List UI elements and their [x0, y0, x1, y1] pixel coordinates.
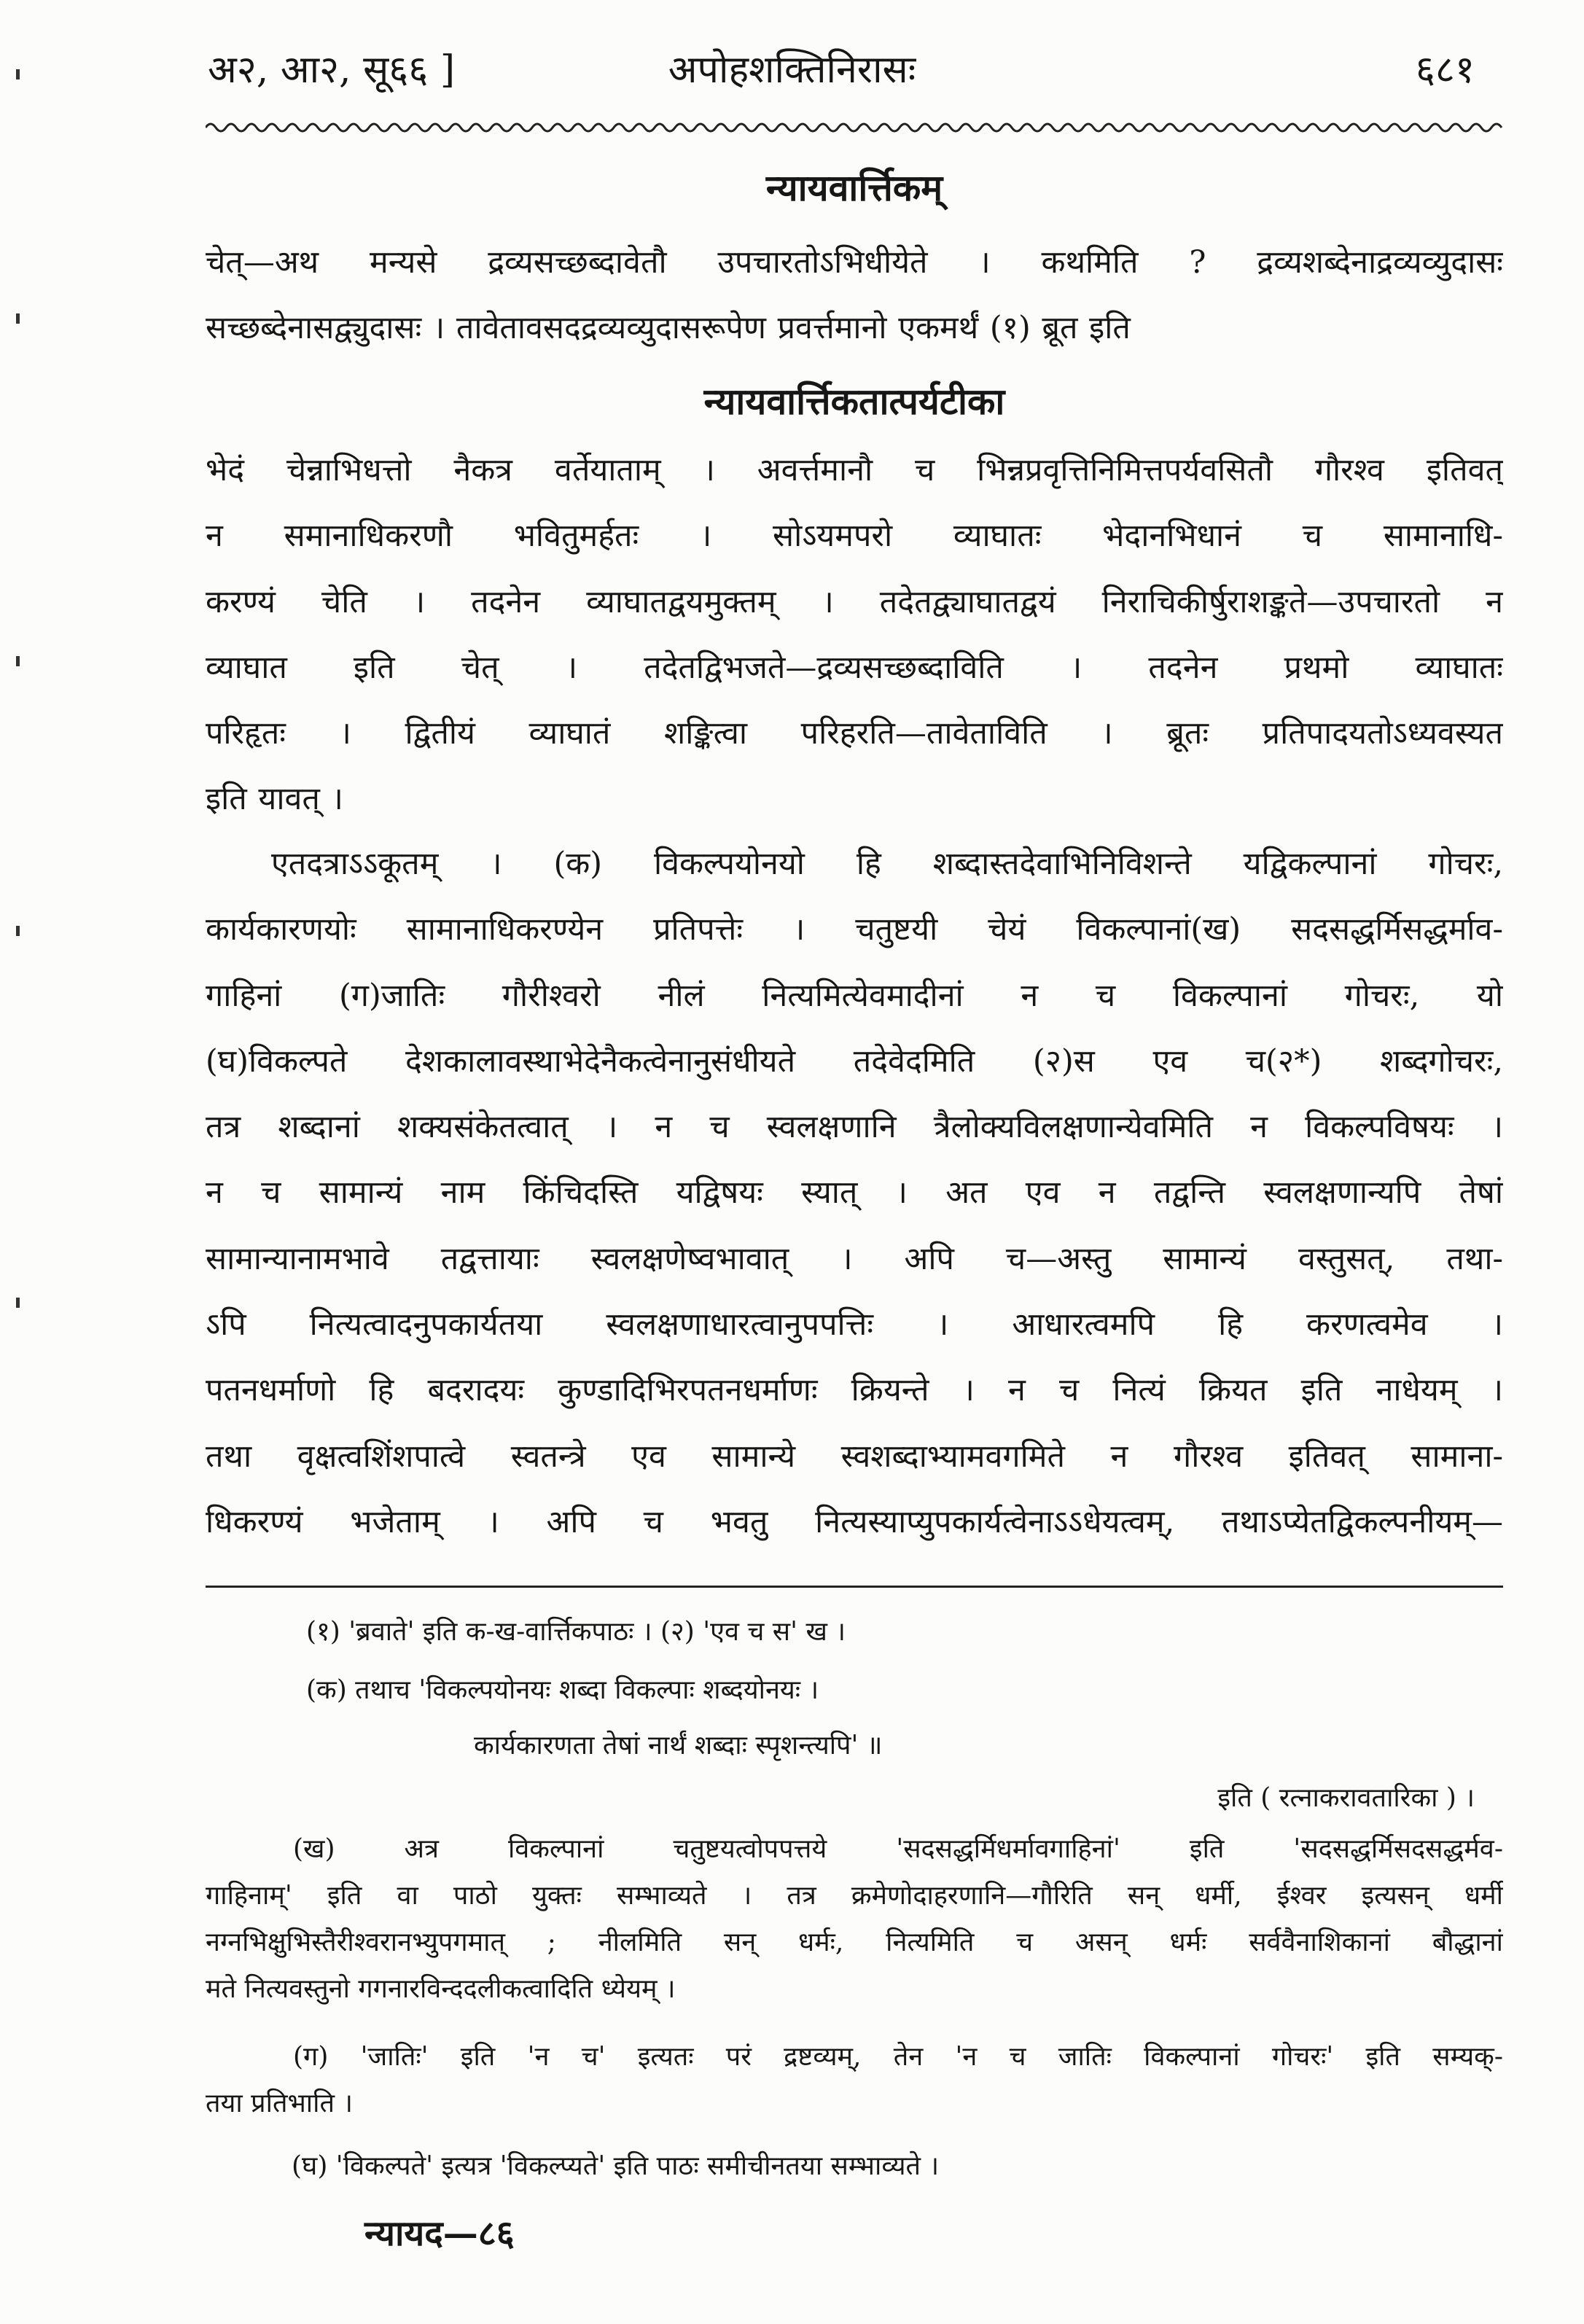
- text-line: तत्र शब्दानां शक्यसंकेतत्वात् । न च स्वलक्षणानि त्रैलोक्यविलक्षणान्येवमिति न विकल्पविषयः ।: [206, 1109, 1503, 1146]
- footnote-rule: [206, 1586, 1503, 1588]
- text-line: पतनधर्माणो हि बदरादयः कुण्डादिभिरपतनधर्माणः क्रियन्ते । न च नित्यं क्रियत इति नाधेयम् ।: [206, 1372, 1503, 1409]
- margin-mark: [16, 926, 20, 936]
- text-line: चेत्—अथ मन्यसे द्रव्यसच्छब्दावेतौ उपचारतोऽभिधीयेते । कथमिति ? द्रव्यशब्देनाद्रव्यव्युदासः: [206, 244, 1503, 281]
- text-line: (घ)विकल्पते देशकालावस्थाभेदेनैकत्वेनानुसंधीयते तदेवेदमिति (२)स एव च(२*) शब्दगोचरः,: [206, 1042, 1503, 1080]
- text-line: न समानाधिकरणौ भवितुमर्हतः । सोऽयमपरो व्याघातः भेदानभिधानं च सामानाधि-: [206, 518, 1503, 555]
- text-line: सच्छब्देनासद्व्युदासः । तावेतावसदद्रव्यव्युदासरूपेण प्रवर्त्तमानो एकमर्थं (१) ब्रूत इति: [206, 310, 1131, 347]
- footnote-line: नग्नभिक्षुभिस्तैरीश्वरानभ्युपगमात् ; नीलमिति सन् धर्मः, नित्यमिति च असन् धर्मः सर्ववैनाशिकानां बौद्धानां: [206, 1927, 1503, 1957]
- footnote-ka-line2: कार्यकारणता तेषां नार्थं शब्दाः स्पृशन्त्यपि' ॥: [474, 1731, 883, 1760]
- footnote-line: तया प्रतिभाति ।: [206, 2089, 354, 2118]
- text-line: भेदं चेन्नाभिधत्तो नैकत्र वर्तेयाताम् । अवर्त्तमानौ च भिन्नप्रवृत्तिनिमित्तपर्यवसितौ गौरश्व इतिवत्: [206, 452, 1503, 488]
- text-line: कार्यकारणयोः सामानाधिकरण्येन प्रतिपत्तेः । चतुष्टयी चेयं विकल्पानां(ख) सदसद्धर्मिसद्धर्माव-: [206, 911, 1503, 948]
- signature-mark: न्यायद—८६: [364, 2213, 515, 2254]
- margin-mark: [16, 656, 20, 666]
- text-line: धिकरण्यं भजेताम् । अपि च भवतु नित्यस्याप्युपकार्यत्वेनाऽऽधेयत्वम्, तथाऽप्येतद्विकल्पनीयम्—: [206, 1503, 1503, 1540]
- text-line: एतदत्राऽऽकूतम् । (क) विकल्पयोनयो हि शब्दास्तदेवाभिनिविशन्ते यद्विकल्पानां गोचरः,: [271, 846, 1503, 882]
- running-head: [0, 42, 1584, 108]
- footnote-line: गाहिनाम्' इति वा पाठो युक्तः सम्भाव्यते । तत्र क्रमेणोदाहरणानि—गौरिति सन् धर्मी, ईश्वर इत्यसन् धर्मी: [206, 1881, 1503, 1911]
- text-line: सामान्यानामभावे तद्वत्तायाः स्वलक्षणेष्वभावात् । अपि च—अस्तु सामान्यं वस्तुसत्, तथा-: [206, 1240, 1503, 1277]
- footnote-1: (१) 'ब्रवाते' इति क-ख-वार्त्तिकपाठः । (२) 'एव च स' ख ।: [306, 1617, 846, 1647]
- vartika-text: [206, 230, 1503, 362]
- footnote-ka-source: इति ( रत्नाकरावतारिका ) ।: [1217, 1783, 1475, 1813]
- margin-mark: [16, 1298, 20, 1308]
- section-heading-tika: न्यायवार्त्तिकतात्पर्यटीका: [703, 380, 1005, 423]
- margin-mark: [16, 69, 20, 79]
- footnote-kha: [206, 1826, 1503, 2013]
- commentary-text: [206, 831, 1503, 1555]
- sutra-reference: अ२, आ२, सू६६ ]: [208, 48, 456, 92]
- footnote-gha: (घ) 'विकल्पते' इत्यत्र 'विकल्प्यते' इति पाठः समीचीनतया सम्भाव्यते ।: [292, 2151, 940, 2181]
- text-line: परिहृतः । द्वितीयं व्याघातं शङ्कित्वा परिहरति—तावेताविति । ब्रूतः प्रतिपादयतोऽध्यवस्यत: [206, 715, 1503, 752]
- section-heading-vartika: न्यायवार्त्तिकम्: [765, 166, 943, 209]
- text-line: इति यावत् ।: [206, 781, 343, 818]
- footnote-line: (ग) 'जातिः' इति 'न च' इत्यतः परं द्रष्टव्यम्, तेन 'न च जातिः विकल्पानां गोचरः' इति सम्यक्-: [293, 2042, 1503, 2072]
- footnote-ka-line1: (क) तथाच 'विकल्पयोनयः शब्दा विकल्पाः शब्दयोनयः ।: [306, 1675, 819, 1705]
- text-line: ऽपि नित्यत्वादनुपकार्यतया स्वलक्षणाधारत्वानुपपत्तिः । आधारत्वमपि हि करणत्वमेव ।: [206, 1306, 1503, 1344]
- footnote-line: (ख) अत्र विकल्पानां चतुष्टयत्वोपपत्तये 'सदसद्धर्मिधर्मावगाहिनां' इति 'सदसद्धर्मिसदसद्धर्मव-: [293, 1834, 1503, 1864]
- text-line: न च सामान्यं नाम किंचिदस्ति यद्विषयः स्यात् । अत एव न तद्वन्ति स्वलक्षणान्यपि तेषां: [206, 1174, 1503, 1212]
- page-number: ६८१: [1415, 48, 1475, 92]
- margin-mark: [16, 313, 20, 324]
- text-line: गाहिनां (ग)जातिः गौरीश्वरो नीलं नित्यमित्येवमादीनां न च विकल्पानां गोचरः, यो: [206, 977, 1503, 1014]
- chapter-title: अपोहशक्तिनिरासः: [668, 48, 916, 92]
- text-line: तथा वृक्षत्वशिंशपात्वे स्वतन्त्रे एव सामान्ये स्वशब्दाभ्यामवगमिते न गौरश्व इतिवत् सामाना-: [206, 1438, 1503, 1475]
- wavy-divider: [206, 117, 1503, 139]
- tika-text: [206, 437, 1503, 832]
- footnote-ga: [206, 2034, 1503, 2127]
- text-line: करण्यं चेति । तदनेन व्याघातद्वयमुक्तम् । तदेतद्व्याघातद्वयं निराचिकीर्षुराशङ्कते—उपचारतो न: [206, 583, 1503, 620]
- footnote-line: मते नित्यवस्तुनो गगनारविन्ददलीकत्वादिति ध्येयम् ।: [206, 1974, 676, 2004]
- text-line: व्याघात इति चेत् । तदेतद्विभजते—द्रव्यसच्छब्दाविति । तदनेन प्रथमो व्याघातः: [206, 649, 1503, 686]
